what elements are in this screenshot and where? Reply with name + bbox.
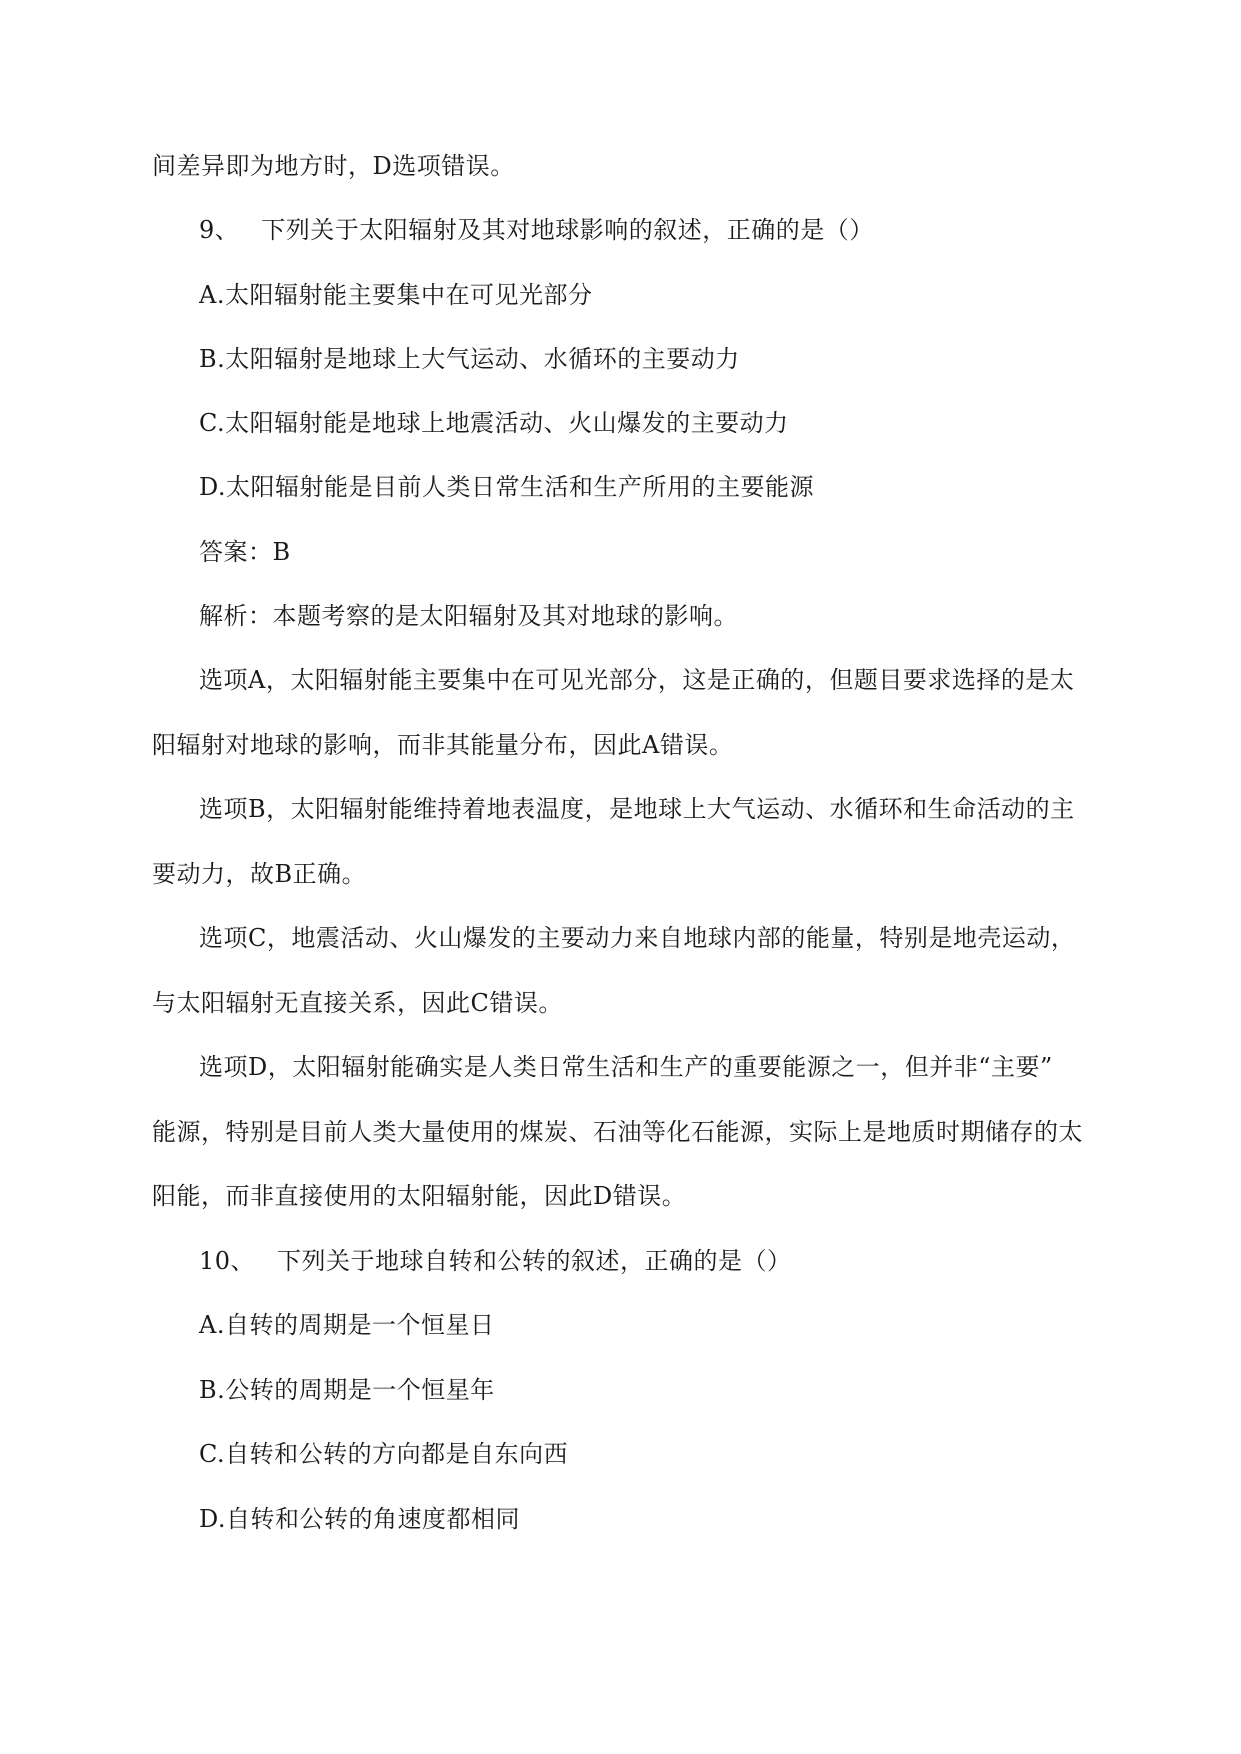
explanation-d-line-2: 能源，特别是目前人类大量使用的煤炭、石油等化石能源，实际上是地质时期储存的太 — [152, 1118, 1083, 1146]
analysis-intro: 解析：本题考察的是太阳辐射及其对地球的影响。 — [199, 602, 738, 630]
explanation-d-line-3: 阳能，而非直接使用的太阳辐射能，因此D错误。 — [152, 1182, 687, 1210]
question-stem: 下列关于太阳辐射及其对地球影响的叙述，正确的是（） — [261, 216, 874, 244]
option-b: B.公转的周期是一个恒星年 — [199, 1376, 495, 1404]
explanation-a-line-2: 阳辐射对地球的影响，而非其能量分布，因此A错误。 — [152, 731, 734, 759]
explanation-c-line-2: 与太阳辐射无直接关系，因此C错误。 — [152, 989, 563, 1017]
question-10 — [199, 1246, 792, 1276]
explanation-c-line-1: 选项C，地震活动、火山爆发的主要动力来自地球内部的能量，特别是地壳运动， — [199, 924, 1076, 952]
continued-text: 间差异即为地方时，D选项错误。 — [152, 152, 515, 180]
explanation-b-line-1: 选项B，太阳辐射能维持着地表温度，是地球上大气运动、水循环和生命活动的主 — [199, 795, 1075, 823]
question-stem: 下列关于地球自转和公转的叙述，正确的是（） — [277, 1247, 792, 1275]
option-c: C.自转和公转的方向都是自东向西 — [199, 1440, 569, 1468]
option-a: A.自转的周期是一个恒星日 — [199, 1311, 495, 1339]
explanation-a-line-1: 选项A，太阳辐射能主要集中在可见光部分，这是正确的，但题目要求选择的是太 — [199, 666, 1075, 694]
explanation-d-line-1: 选项D，太阳辐射能确实是人类日常生活和生产的重要能源之一，但并非“主要” — [199, 1053, 1053, 1081]
option-d: D.太阳辐射能是目前人类日常生活和生产所用的主要能源 — [199, 473, 815, 501]
option-b: B.太阳辐射是地球上大气运动、水循环的主要动力 — [199, 345, 740, 373]
explanation-b-line-2: 要动力，故B正确。 — [152, 860, 367, 888]
answer: 答案：B — [199, 538, 291, 566]
question-number: 9、 — [199, 216, 240, 244]
option-d: D.自转和公转的角速度都相同 — [199, 1505, 521, 1533]
option-a: A.太阳辐射能主要集中在可见光部分 — [199, 281, 593, 309]
question-9 — [199, 215, 874, 245]
option-c: C.太阳辐射能是地球上地震活动、火山爆发的主要动力 — [199, 409, 789, 437]
question-number: 10、 — [199, 1247, 256, 1275]
